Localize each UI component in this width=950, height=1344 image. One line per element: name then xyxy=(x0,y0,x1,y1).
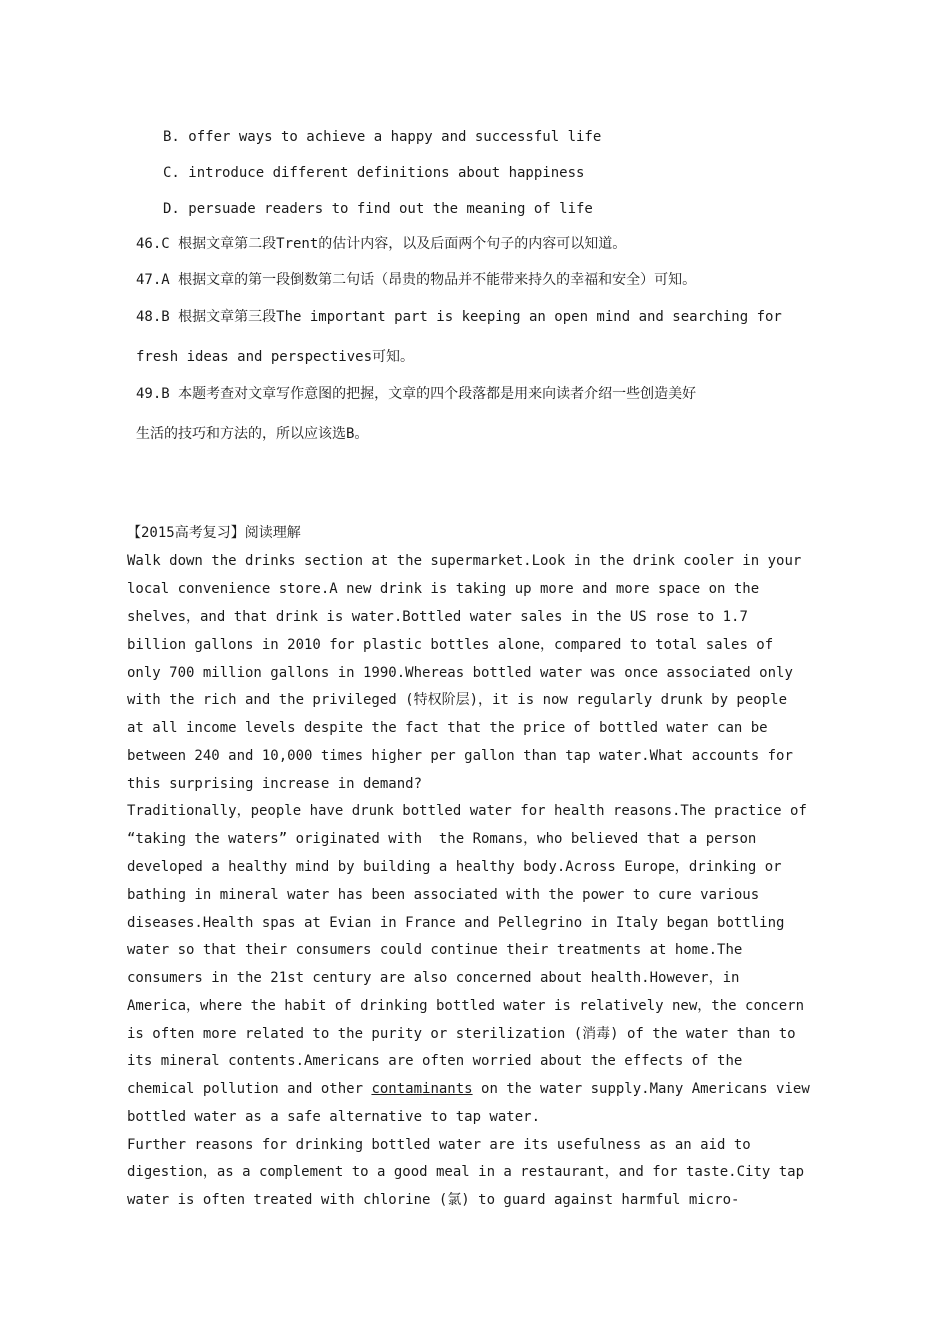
answer-47: 47.A 根据文章的第一段倒数第二句话（昂贵的物品并不能带来持久的幸福和安全）可知。 xyxy=(136,272,697,288)
passage-line: its mineral contents.Americans are often worried about the effects of the xyxy=(127,1053,743,1069)
passage-line: developed a healthy mind by building a healthy body.Across Europe，drinking or xyxy=(127,859,782,875)
passage-line: diseases.Health spas at Evian in France and Pellegrino in Italy began bottling xyxy=(127,915,785,931)
passage-line: is often more related to the purity or sterilization (消毒) of the water than to xyxy=(127,1026,796,1042)
answer-49-continued: 生活的技巧和方法的，所以应该选B。 xyxy=(136,426,369,442)
passage-line: consumers in the 21st century are also concerned about health.However，in xyxy=(127,970,740,986)
answer-49: 49.B 本题考查对文章写作意图的把握，文章的四个段落都是用来向读者介绍一些创造美好 xyxy=(136,386,697,402)
underlined-word: contaminants xyxy=(371,1081,473,1097)
passage-line: water is often treated with chlorine (氯) to guard against harmful micro- xyxy=(127,1192,740,1208)
passage-text: on the water supply.Many Americans view xyxy=(472,1081,810,1097)
answer-46: 46.C 根据文章第二段Trent的估计内容，以及后面两个句子的内容可以知道。 xyxy=(136,236,627,252)
passage-line: billion gallons in 2010 for plastic bottles alone，compared to total sales of xyxy=(127,637,774,653)
passage-line: at all income levels despite the fact that the price of bottled water can be xyxy=(127,720,768,736)
option-c: C. introduce different definitions about happiness xyxy=(163,165,585,181)
option-d: D. persuade readers to find out the meaning of life xyxy=(163,201,593,217)
passage-line: water so that their consumers could continue their treatments at home.The xyxy=(127,942,743,958)
passage-line: local convenience store.A new drink is taking up more and more space on the xyxy=(127,581,760,597)
passage-line: bottled water as a safe alternative to tap water. xyxy=(127,1109,541,1125)
passage-line: shelves，and that drink is water.Bottled water sales in the US rose to 1.7 xyxy=(127,609,748,625)
passage-line: Walk down the drinks section at the supermarket.Look in the drink cooler in your xyxy=(127,553,802,569)
passage-line: only 700 million gallons in 1990.Whereas bottled water was once associated only xyxy=(127,665,793,681)
passage-text: chemical pollution and other xyxy=(127,1081,372,1097)
section-title: 【2015高考复习】阅读理解 xyxy=(127,525,301,541)
answer-48-continued: fresh ideas and perspectives可知。 xyxy=(136,349,415,365)
passage-line: Traditionally，people have drunk bottled water for health reasons.The practice of xyxy=(127,803,807,819)
passage-line: “taking the waters” originated with the Romans，who believed that a person xyxy=(127,831,757,847)
option-b: B. offer ways to achieve a happy and successful life xyxy=(163,129,602,145)
passage-line: digestion，as a complement to a good meal in a restaurant，and for taste.City tap xyxy=(127,1164,805,1180)
passage-line: between 240 and 10,000 times higher per gallon than tap water.What accounts for xyxy=(127,748,793,764)
passage-line: Further reasons for drinking bottled water are its usefulness as an aid to xyxy=(127,1137,751,1153)
passage-line: this surprising increase in demand? xyxy=(127,776,423,792)
passage-line-contaminants xyxy=(127,1079,810,1099)
passage-line: America，where the habit of drinking bottled water is relatively new，the concern xyxy=(127,998,805,1014)
passage-line: with the rich and the privileged (特权阶层)，it is now regularly drunk by people xyxy=(127,692,788,708)
answer-48: 48.B 根据文章第三段The important part is keeping an open mind and searching for xyxy=(136,309,782,325)
passage-line: bathing in mineral water has been associated with the power to cure various xyxy=(127,887,760,903)
